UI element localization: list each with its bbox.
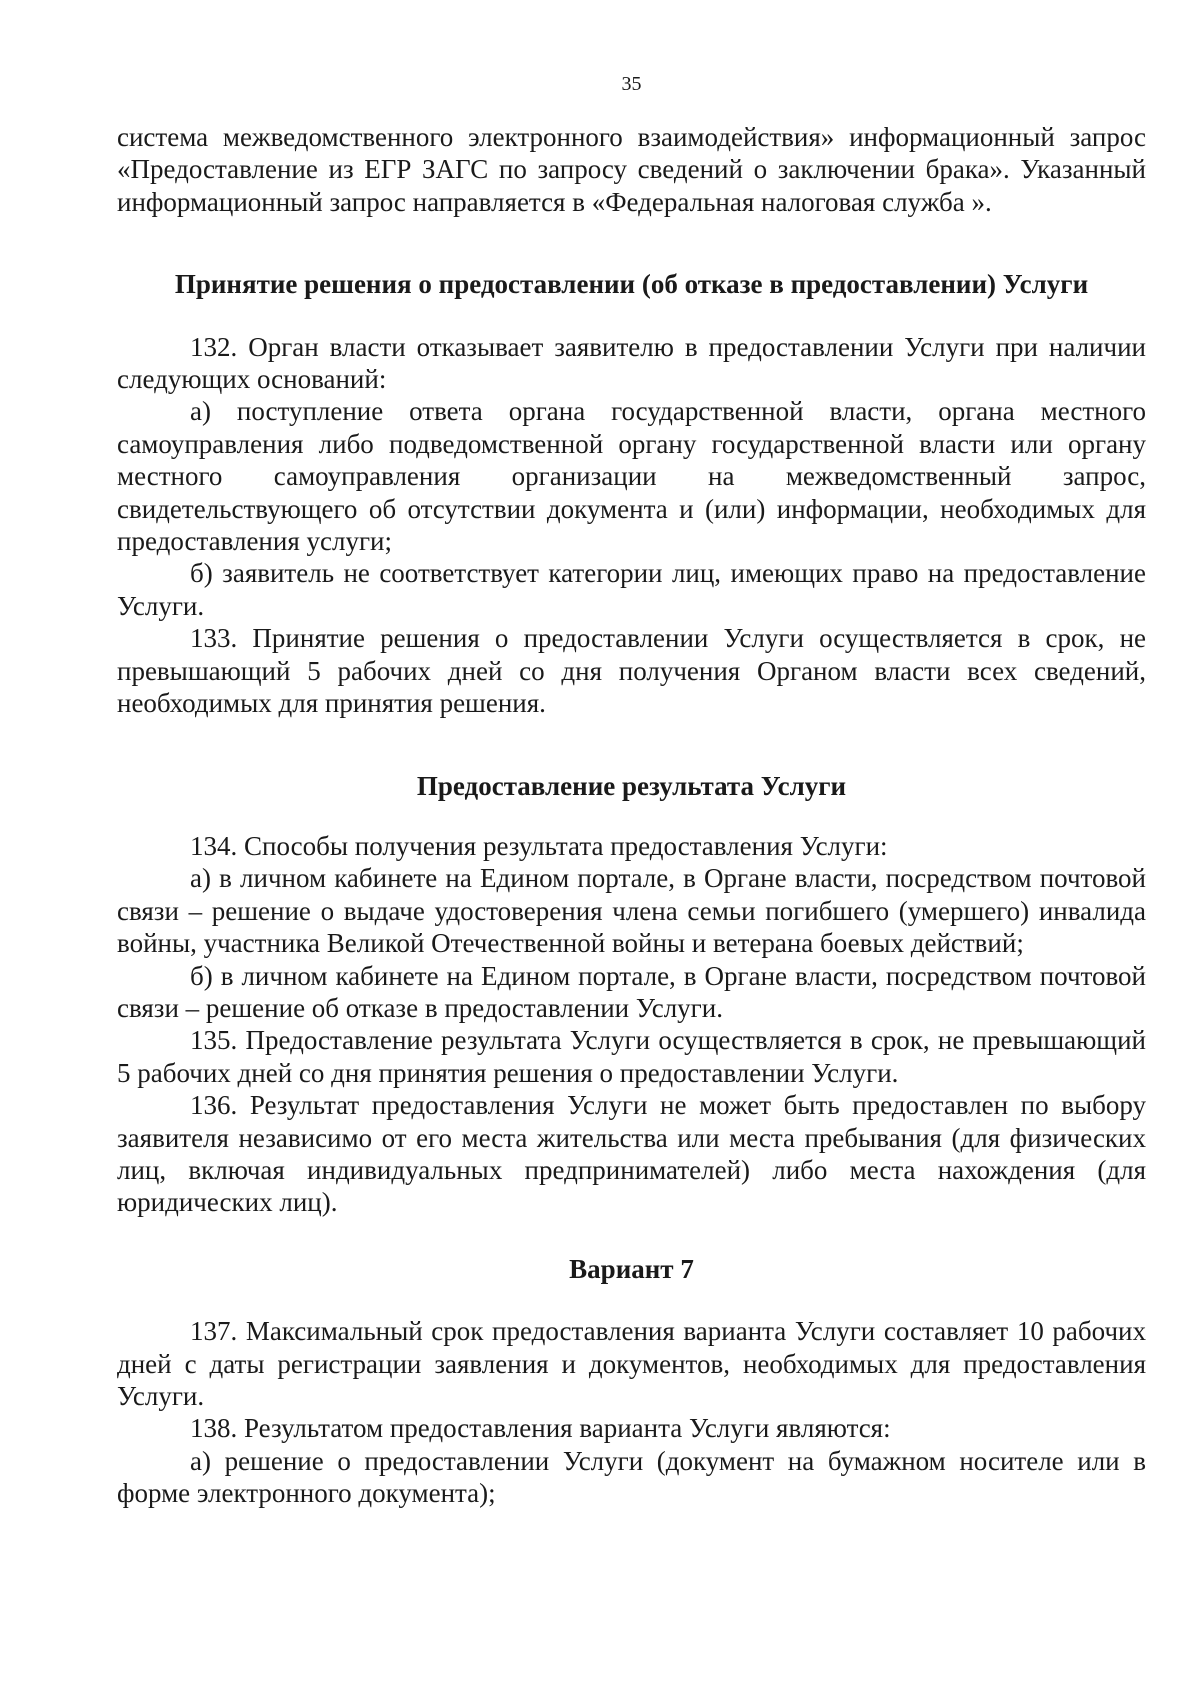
page-number: 35 [621, 73, 642, 95]
document-body [117, 121, 1146, 1510]
paragraph-138: 138. Результатом предоставления варианта Услуги являются: [190, 1413, 891, 1444]
heading-result: Предоставление результата Услуги [416, 770, 847, 801]
heading-decision: Принятие решения о предоставлении (об отказе в предоставлении) Услуги [174, 269, 1089, 300]
section-result-body [117, 830, 1146, 1219]
section-decision-body [117, 331, 1146, 720]
paragraph-138-a: а) решение о предоставлении Услуги (документ на бумажном носителе или в форме электронного документа); [117, 1445, 1146, 1509]
paragraph-132-a: а) поступление ответа органа государственной власти, органа местного самоуправления либо подведомственной органу государственной власти или органу местного самоуправления организации на межведомственный запрос, свидетельствующего об отсутствии документа и (или) информации, необходимых для предоставления услуги; [117, 396, 1146, 557]
paragraph-132-b: б) заявитель не соответствует категории лиц, имеющих право на предоставление Услуги. [117, 558, 1146, 621]
paragraph-134-b: б) в личном кабинете на Едином портале, в Органе власти, посредством почтовой связи – решение об отказе в предоставлении Услуги. [117, 960, 1146, 1023]
paragraph-136: 136. Результат предоставления Услуги не может быть предоставлен по выбору заявителя независимо от его места жительства или места пребывания (для физических лиц, включая индивидуальных предпринимателей) либо места нахождения (для юридических лиц). [117, 1090, 1146, 1218]
paragraph-134-a: а) в личном кабинете на Едином портале, в Органе власти, посредством почтовой связи – решение о выдаче удостоверения члена семьи погибшего (умершего) инвалида войны, участника Великой Отечественной войны и ветерана боевых действий; [117, 863, 1146, 959]
paragraph-134: 134. Способы получения результата предоставления Услуги: [190, 830, 888, 861]
paragraph-132: 132. Орган власти отказывает заявителю в предоставлении Услуги при наличии следующих оснований: [117, 331, 1146, 395]
section-variant-7-body [117, 1315, 1146, 1509]
paragraph-135: 135. Предоставление результата Услуги осуществляется в срок, не превышающий 5 рабочих дней со дня принятия решения о предоставлении Услуги. [117, 1025, 1146, 1088]
paragraph-137: 137. Максимальный срок предоставления варианта Услуги составляет 10 рабочих дней с даты регистрации заявления и документов, необходимых для предоставления Услуги. [117, 1316, 1146, 1411]
heading-variant-7: Вариант 7 [569, 1253, 694, 1284]
paragraph-133: 133. Принятие решения о предоставлении Услуги осуществляется в срок, не превышающий 5 рабочих дней со дня получения Органом власти всех сведений, необходимых для принятия решения. [117, 623, 1146, 719]
intro-paragraph: система межведомственного электронного взаимодействия» информационный запрос «Предоставление из ЕГР ЗАГС по запросу сведений о заключении брака». Указанный информационный запрос направляется в «Федеральная налоговая служба ». [117, 122, 1146, 217]
